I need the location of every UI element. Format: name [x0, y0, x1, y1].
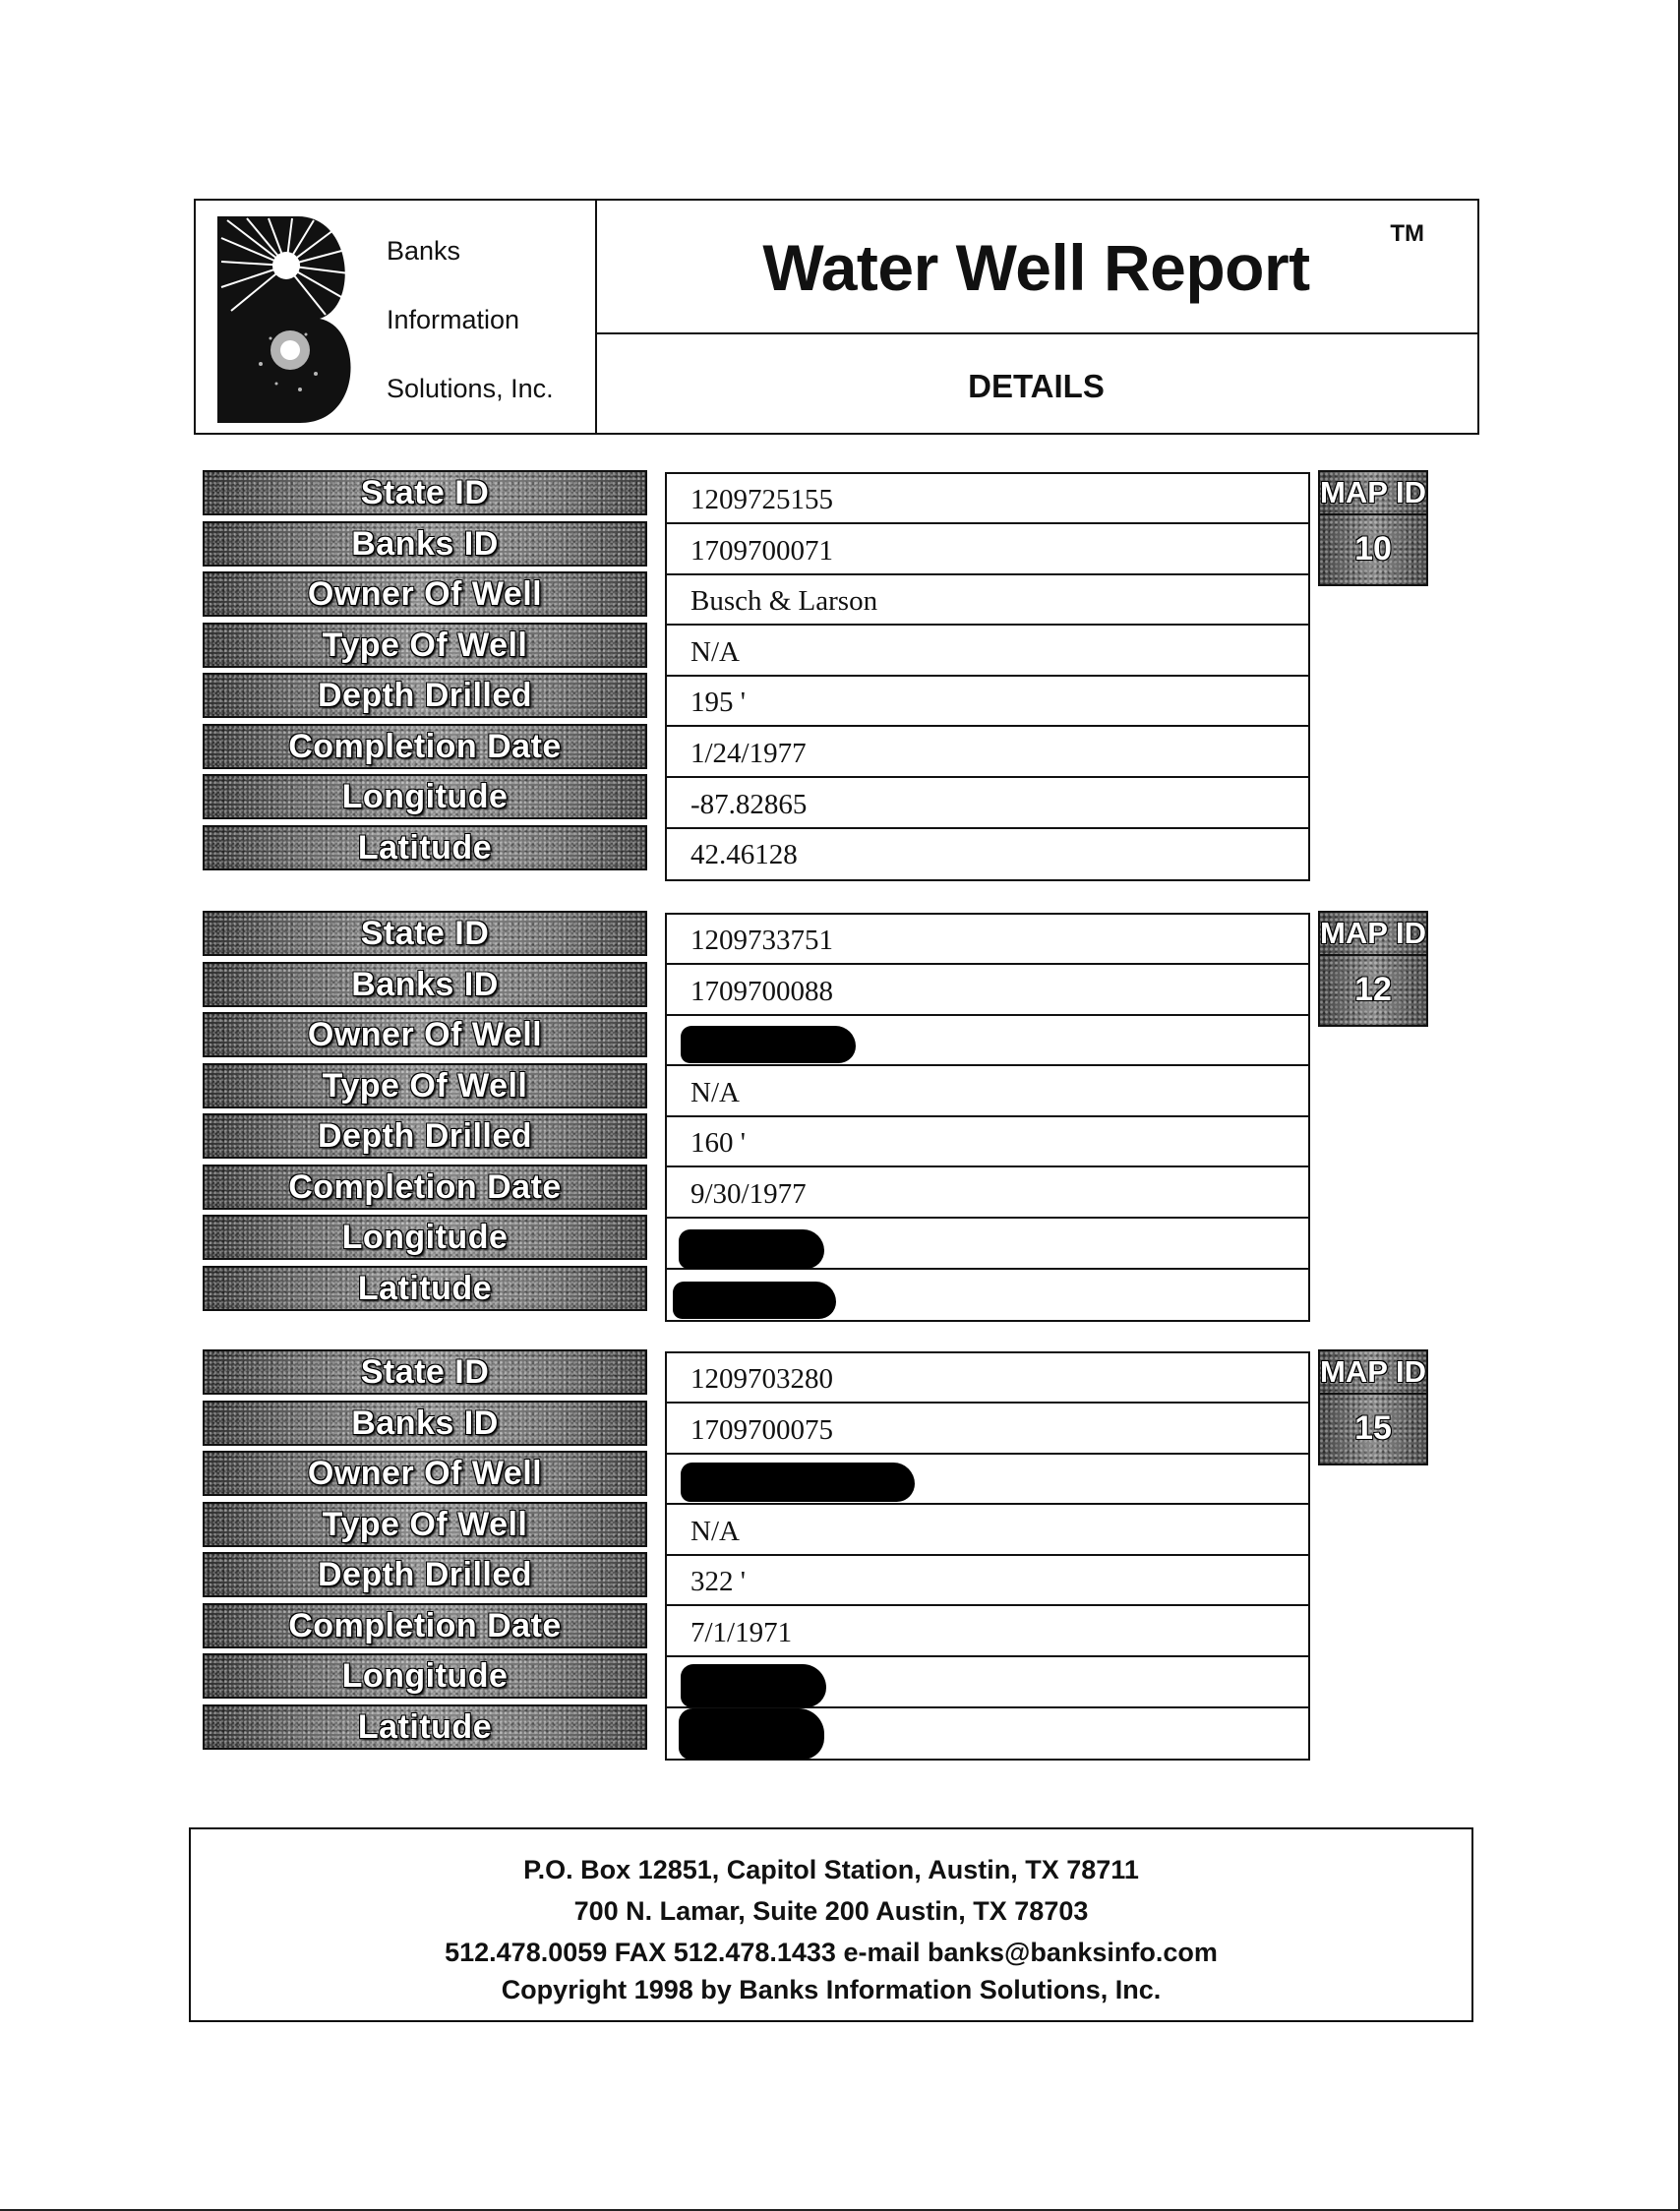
field-label: Banks ID	[203, 521, 647, 567]
field-label: Owner Of Well	[203, 571, 647, 617]
map-id-label: MAP ID	[1318, 470, 1428, 515]
footer-contact: 512.478.0059 FAX 512.478.1433 e-mail banks@banksinfo.com	[445, 1938, 1218, 1967]
field-label: Type Of Well	[203, 1502, 647, 1547]
company-line: Information	[387, 305, 520, 334]
field-value: -87.82865	[667, 779, 1308, 829]
field-value: N/A	[667, 1506, 1308, 1556]
field-value: N/A	[667, 1067, 1308, 1117]
well-record	[197, 911, 1475, 1324]
field-label: Longitude	[203, 1215, 647, 1260]
title-cell	[595, 201, 1477, 433]
footer-address: P.O. Box 12851, Capitol Station, Austin, TX 78711	[523, 1855, 1139, 1884]
field-label: Type Of Well	[203, 1063, 647, 1108]
field-value: 1209725155	[667, 474, 1308, 524]
redaction-mark	[681, 1026, 856, 1063]
report-header	[194, 199, 1479, 435]
field-value: Busch & Larson	[667, 575, 1308, 626]
value-column	[665, 913, 1310, 1322]
field-value: 1709700088	[667, 966, 1308, 1016]
report-title: Water Well Report	[762, 231, 1310, 304]
field-value: 7/1/1971	[667, 1607, 1308, 1657]
field-label: Latitude	[203, 1266, 647, 1311]
map-id-label: MAP ID	[1318, 1349, 1428, 1395]
field-value: 195 '	[667, 677, 1308, 727]
logo-cell	[196, 201, 597, 433]
label-column	[203, 911, 649, 1324]
footer-copyright: Copyright 1998 by Banks Information Solutions, Inc.	[501, 1975, 1162, 2004]
map-id-box	[1318, 470, 1428, 598]
redaction-mark	[679, 1229, 824, 1269]
well-record	[197, 470, 1475, 883]
field-label: Completion Date	[203, 1603, 647, 1648]
field-label: State ID	[203, 911, 647, 956]
company-logo	[217, 216, 363, 423]
trademark: TM	[1390, 220, 1424, 247]
field-value: 1709700075	[667, 1404, 1308, 1455]
map-id-box	[1318, 1349, 1428, 1477]
company-line: Solutions, Inc.	[387, 374, 554, 403]
field-value: 42.46128	[690, 839, 798, 870]
map-id-value: 12	[1318, 954, 1428, 1027]
field-label: Latitude	[203, 1704, 647, 1750]
redaction-mark	[679, 1708, 824, 1760]
field-label: Depth Drilled	[203, 673, 647, 718]
value-column	[665, 472, 1310, 881]
field-label: Type Of Well	[203, 623, 647, 668]
field-label: Owner Of Well	[203, 1451, 647, 1496]
field-value: 322 '	[667, 1556, 1308, 1606]
field-value: N/A	[667, 627, 1308, 677]
field-label: Completion Date	[203, 724, 647, 769]
field-value: 1209733751	[667, 915, 1308, 965]
field-label: Banks ID	[203, 962, 647, 1007]
company-line: Banks	[387, 236, 461, 266]
field-label: State ID	[203, 1349, 647, 1395]
field-label: Latitude	[203, 825, 647, 870]
redaction-mark	[681, 1463, 915, 1502]
report-subtitle: DETAILS	[968, 368, 1105, 404]
divider	[595, 332, 1477, 334]
field-label: Depth Drilled	[203, 1552, 647, 1597]
map-id-box	[1318, 911, 1428, 1039]
label-column	[203, 1349, 649, 1763]
field-value: 1209703280	[667, 1353, 1308, 1404]
field-value: 160 '	[667, 1117, 1308, 1167]
field-label: Longitude	[203, 1653, 647, 1699]
field-label: Longitude	[203, 774, 647, 819]
map-id-value: 10	[1318, 513, 1428, 586]
field-value: 1709700071	[667, 525, 1308, 575]
field-value: 9/30/1977	[667, 1168, 1308, 1219]
value-column	[665, 1351, 1310, 1761]
well-record	[197, 1349, 1475, 1763]
redaction-mark	[673, 1282, 836, 1319]
field-label: Completion Date	[203, 1165, 647, 1210]
field-value: 1/24/1977	[667, 728, 1308, 778]
redaction-mark	[681, 1664, 826, 1707]
field-label: Owner Of Well	[203, 1012, 647, 1057]
map-id-label: MAP ID	[1318, 911, 1428, 956]
map-id-value: 15	[1318, 1393, 1428, 1465]
footer-street: 700 N. Lamar, Suite 200 Austin, TX 78703	[573, 1896, 1089, 1926]
field-label: Depth Drilled	[203, 1113, 647, 1159]
field-label: Banks ID	[203, 1401, 647, 1446]
footer	[189, 1827, 1473, 2022]
field-label: State ID	[203, 470, 647, 515]
label-column	[203, 470, 649, 883]
